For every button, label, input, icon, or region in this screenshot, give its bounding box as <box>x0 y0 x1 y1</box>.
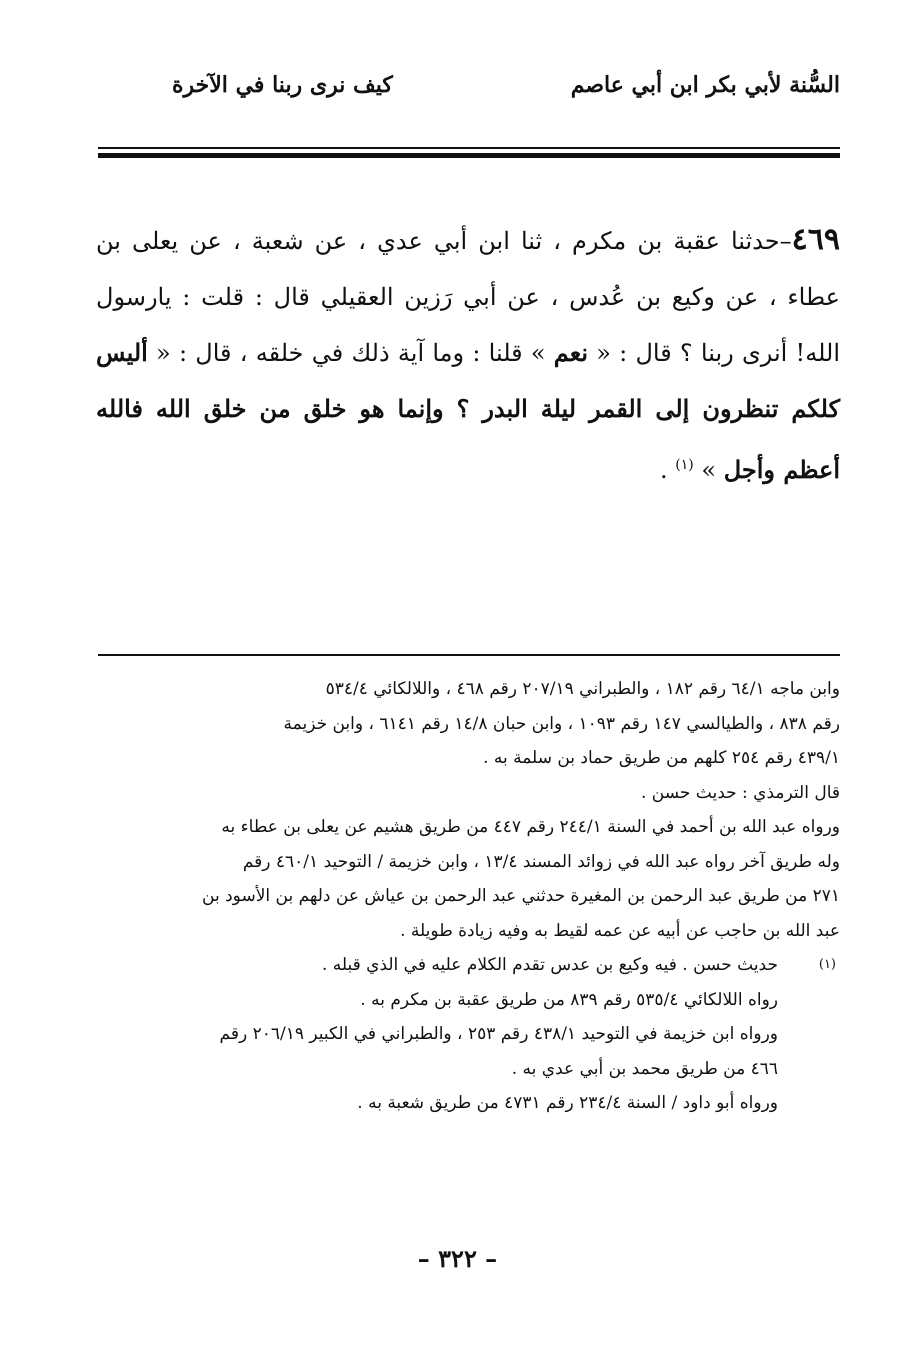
hadith-text <box>96 212 840 498</box>
footnote-1-line: ورواه ابن خزيمة في التوحيد ٤٣٨/١ رقم ٢٥٣ ، والطبراني في الكبير ٢٠٦/١٩ رقم <box>219 1024 778 1044</box>
chapter-title: كيف نرى ربنا في الآخرة <box>172 72 393 98</box>
footnote-line: قال الترمذي : حديث حسن . <box>640 782 840 803</box>
hadith-question: » قلنا : وما آية ذلك في خلقه ، قال : « <box>147 339 554 367</box>
header-rule-thin <box>98 147 840 149</box>
hadith-close-quote: » <box>693 456 724 484</box>
book-title: السُّنة لأبي بكر ابن أبي عاصم <box>570 72 840 98</box>
footnote-reference: (١) <box>675 457 694 473</box>
footnote-line: عبد الله بن حاجب عن أبيه عن عمه لقيط به وفيه زيادة طويلة . <box>400 920 840 941</box>
footnote-1-line: ورواه أبو داود / السنة ٢٣٤/٤ رقم ٤٧٣١ من طريق شعبة به . <box>357 1093 778 1113</box>
footnote-rule <box>98 654 840 656</box>
hadith-saying: أليس كلكم تنظرون إلى القمر ليلة البدر ؟ وإنما هو خلق من خلق الله فالله أعظم وأجل <box>96 338 840 484</box>
hadith-end: . <box>660 456 676 484</box>
footnote-1 <box>96 948 840 1121</box>
footnote-line: ٤٣٩/١ رقم ٢٥٤ كلهم من طريق حماد بن سلمة به . <box>483 748 840 768</box>
footnotes <box>96 672 840 1121</box>
footnote-1-line: ٤٦٦ من طريق محمد بن أبي عدي به . <box>511 1058 778 1079</box>
footnote-1-line: حديث حسن . فيه وكيع بن عدس تقدم الكلام عليه في الذي قبله . <box>321 955 778 975</box>
footnote-line: ورواه عبد الله بن أحمد في السنة ٢٤٤/١ رقم ٤٤٧ من طريق هشيم عن يعلى بن عطاء به <box>221 817 840 837</box>
footnote-1-marker: (١) <box>818 957 836 972</box>
footnote-line: رقم ٨٣٨ ، والطيالسي ١٤٧ رقم ١٠٩٣ ، وابن حبان ١٤/٨ رقم ٦١٤١ ، وابن خزيمة <box>283 713 840 734</box>
footnote-1-line: رواه اللالكائي ٥٣٥/٤ رقم ٨٣٩ من طريق عقبة بن مكرم به . <box>360 989 778 1010</box>
running-header <box>100 72 840 112</box>
hadith-number: ٤٦٩ <box>791 222 841 257</box>
page-number: – ٣٢٢ – <box>417 1244 498 1273</box>
header-rule-thick <box>98 153 840 158</box>
footnote-line: وابن ماجه ٦٤/١ رقم ١٨٢ ، والطبراني ٢٠٧/١٩ رقم ٤٦٨ ، واللالكائي ٥٣٤/٤ <box>325 679 840 699</box>
hadith-answer: نعم <box>553 338 589 367</box>
hadith-chain: –حدثنا عقبة بن مكرم ، ثنا ابن أبي عدي ، عن شعبة ، عن يعلى بن عطاء ، عن وكيع بن عُدس ، عن أبي رَزين العقيلي قال : قلت : يارسول الله! أنرى ربنا ؟ قال : « <box>96 227 840 367</box>
footnote-line: وله طريق آخر رواه عبد الله في زوائد المسند ١٣/٤ ، وابن خزيمة / التوحيد ٤٦٠/١ رقم <box>242 851 840 872</box>
footnote-line: ٢٧١ من طريق عبد الرحمن بن المغيرة حدثني عبد الرحمن بن عياش عن دلهم بن الأسود بن <box>202 886 840 906</box>
